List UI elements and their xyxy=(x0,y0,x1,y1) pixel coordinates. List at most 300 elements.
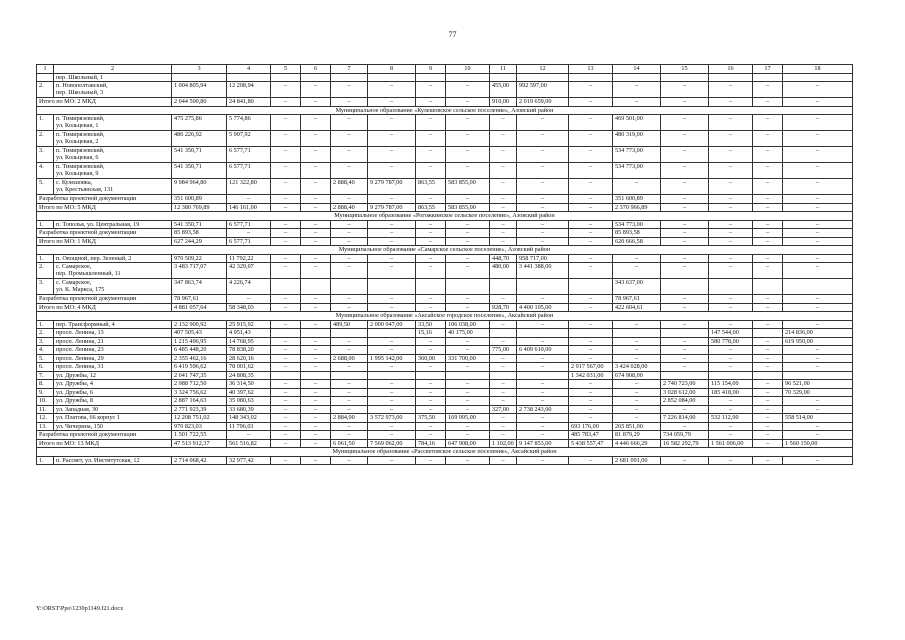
address-cell: п. Новополтавский, пер. Школьный, 3 xyxy=(54,82,172,98)
value-cell: – xyxy=(569,456,613,465)
document-path-footer: Y:\ORST\Ppo\1230p1149.f21.docx xyxy=(36,605,124,612)
value-cell: – xyxy=(331,263,368,279)
total-row-value: – xyxy=(368,431,416,440)
total-row-value: – xyxy=(709,229,753,238)
address-cell: п. Тимирязевский, ул. Кольцевая, 2 xyxy=(54,131,172,147)
total-row-value: – xyxy=(331,303,368,312)
total-row-label: Итого по МО: 1 МКД xyxy=(37,237,172,246)
total-row-value: – xyxy=(446,98,490,107)
value-cell: 486 226,92 xyxy=(172,131,227,147)
total-row-value: – xyxy=(301,303,331,312)
row-number-cell: 3. xyxy=(37,279,54,295)
column-number-cell: 13 xyxy=(569,65,613,74)
total-row-value: – xyxy=(301,229,331,238)
value-cell xyxy=(613,73,661,82)
total-row-value: – xyxy=(753,439,783,448)
value-cell: – xyxy=(416,220,446,229)
total-row-value: – xyxy=(301,295,331,304)
total-row-value: – xyxy=(271,98,301,107)
value-cell: – xyxy=(753,82,783,98)
column-number-cell: 4 xyxy=(227,65,271,74)
value-cell: – xyxy=(301,405,331,414)
total-row-value: – xyxy=(416,98,446,107)
value-cell xyxy=(490,329,517,338)
value-cell xyxy=(613,329,661,338)
total-row-label: Итого по МО: 5 МКД xyxy=(37,203,172,212)
total-row-value: 85 893,58 xyxy=(172,229,227,238)
value-cell: – xyxy=(783,456,853,465)
total-row-value: – xyxy=(368,98,416,107)
value-cell: – xyxy=(709,131,753,147)
total-row-value: 2 888,40 xyxy=(331,203,368,212)
total-row-value: – xyxy=(227,295,271,304)
value-cell: – xyxy=(709,263,753,279)
total-row-value: 1 561 006,00 xyxy=(709,439,753,448)
value-cell: – xyxy=(368,220,416,229)
total-row-value: – xyxy=(446,229,490,238)
value-cell: – xyxy=(331,163,368,179)
total-row-value: – xyxy=(271,195,301,204)
value-cell: – xyxy=(753,131,783,147)
value-cell: 2 738 243,00 xyxy=(517,405,569,414)
table-row xyxy=(37,397,853,406)
value-cell: – xyxy=(271,82,301,98)
value-cell: – xyxy=(416,422,446,431)
total-row-value: – xyxy=(331,295,368,304)
value-cell: – xyxy=(517,320,569,329)
total-row-value: 1 560 150,00 xyxy=(783,439,853,448)
value-cell: 958 717,00 xyxy=(517,254,569,263)
value-cell: 121 322,80 xyxy=(227,179,271,195)
total-row-value: – xyxy=(301,439,331,448)
total-row xyxy=(37,295,853,304)
value-cell: 343 637,00 xyxy=(613,279,661,295)
total-row-value: – xyxy=(517,195,569,204)
value-cell xyxy=(446,279,490,295)
municipality-section-row xyxy=(37,212,853,221)
value-cell: – xyxy=(271,363,301,372)
value-cell xyxy=(753,329,783,338)
value-cell: – xyxy=(517,422,569,431)
value-cell: 115 154,00 xyxy=(709,380,753,389)
value-cell: 2 884,00 xyxy=(331,414,368,423)
row-number-cell: 4. xyxy=(37,163,54,179)
value-cell: – xyxy=(331,346,368,355)
value-cell: 6 485 448,20 xyxy=(172,346,227,355)
value-cell: – xyxy=(709,422,753,431)
value-cell xyxy=(416,73,446,82)
value-cell xyxy=(301,73,331,82)
value-cell: 2 740 723,00 xyxy=(661,380,709,389)
value-cell: – xyxy=(368,422,416,431)
column-number-cell: 3 xyxy=(172,65,227,74)
value-cell: 580 778,00 xyxy=(709,337,753,346)
value-cell: – xyxy=(301,320,331,329)
value-cell: – xyxy=(783,163,853,179)
table-row xyxy=(37,354,853,363)
value-cell: – xyxy=(569,320,613,329)
value-cell: 480 319,00 xyxy=(613,131,661,147)
total-row-value: – xyxy=(271,295,301,304)
value-cell: 2 887 164,63 xyxy=(172,397,227,406)
table-row xyxy=(37,329,853,338)
value-cell: – xyxy=(661,254,709,263)
total-row-value: – xyxy=(517,237,569,246)
value-cell xyxy=(271,329,301,338)
total-row-value: 422 604,61 xyxy=(613,303,661,312)
municipality-section-row xyxy=(37,312,853,321)
value-cell xyxy=(753,73,783,82)
value-cell: – xyxy=(301,263,331,279)
value-cell: – xyxy=(301,422,331,431)
value-cell: – xyxy=(661,263,709,279)
value-cell: 534 773,00 xyxy=(613,220,661,229)
value-cell xyxy=(661,279,709,295)
total-row-value: – xyxy=(331,98,368,107)
total-row-value: – xyxy=(271,237,301,246)
value-cell: 12 208 751,02 xyxy=(172,414,227,423)
total-row-value: 1 102,00 xyxy=(490,439,517,448)
address-cell: ул. Дружбы, 4 xyxy=(54,380,172,389)
value-cell: – xyxy=(446,115,490,131)
value-cell: – xyxy=(416,115,446,131)
table-row xyxy=(37,220,853,229)
value-cell: – xyxy=(271,346,301,355)
value-cell: – xyxy=(569,179,613,195)
total-row xyxy=(37,439,853,448)
value-cell: – xyxy=(490,388,517,397)
value-cell: – xyxy=(569,115,613,131)
value-cell: – xyxy=(368,346,416,355)
value-cell: 185 418,00 xyxy=(709,388,753,397)
value-cell: 40 397,62 xyxy=(227,388,271,397)
total-row-value: – xyxy=(783,229,853,238)
value-cell: – xyxy=(446,263,490,279)
total-row-value: 6 577,71 xyxy=(227,237,271,246)
value-cell: 455,00 xyxy=(490,82,517,98)
total-row-value: – xyxy=(783,203,853,212)
value-cell: – xyxy=(301,254,331,263)
total-row-label: Разработка проектной документации xyxy=(37,295,172,304)
total-row-value: – xyxy=(569,98,613,107)
value-cell xyxy=(271,371,301,380)
total-row-value: 78 967,61 xyxy=(613,295,661,304)
value-cell: – xyxy=(709,346,753,355)
value-cell: – xyxy=(569,346,613,355)
value-cell: 2 917 567,00 xyxy=(569,363,613,372)
value-cell xyxy=(227,73,271,82)
municipality-section-title: Муниципальное образование «Рогожкинское сельское поселение», Азовский район xyxy=(37,212,853,221)
total-row-value: 620 666,58 xyxy=(613,237,661,246)
value-cell: – xyxy=(490,397,517,406)
value-cell: – xyxy=(271,397,301,406)
value-cell: – xyxy=(416,254,446,263)
total-row-value: – xyxy=(446,295,490,304)
total-row-value: – xyxy=(661,98,709,107)
value-cell: – xyxy=(331,147,368,163)
value-cell: 78 838,20 xyxy=(227,346,271,355)
value-cell: – xyxy=(517,337,569,346)
value-cell: – xyxy=(753,115,783,131)
address-cell: просп. Ленина, 13 xyxy=(54,329,172,338)
value-cell: – xyxy=(517,456,569,465)
value-cell: – xyxy=(709,254,753,263)
table-row xyxy=(37,147,853,163)
total-row-value: – xyxy=(661,203,709,212)
value-cell: – xyxy=(416,363,446,372)
total-row-value: – xyxy=(227,229,271,238)
value-cell: 96 521,00 xyxy=(783,380,853,389)
value-cell: – xyxy=(613,82,661,98)
value-cell: – xyxy=(416,380,446,389)
value-cell: – xyxy=(783,131,853,147)
value-cell: – xyxy=(446,346,490,355)
total-row-value: – xyxy=(753,203,783,212)
value-cell: 2 714 068,42 xyxy=(172,456,227,465)
total-row-value: – xyxy=(490,203,517,212)
value-cell: – xyxy=(446,388,490,397)
total-row-value: – xyxy=(709,195,753,204)
total-row-value: – xyxy=(661,295,709,304)
value-cell: – xyxy=(416,346,446,355)
value-cell: – xyxy=(271,422,301,431)
value-cell: 35 080,63 xyxy=(227,397,271,406)
total-row-value: 47 513 912,37 xyxy=(172,439,227,448)
value-cell: – xyxy=(709,147,753,163)
total-row-label: Разработка проектной документации xyxy=(37,431,172,440)
total-row-value: – xyxy=(613,98,661,107)
value-cell: – xyxy=(301,456,331,465)
value-cell: 33 680,39 xyxy=(227,405,271,414)
total-row-value: – xyxy=(490,237,517,246)
value-cell: – xyxy=(416,456,446,465)
address-cell: просп. Ленина, 21 xyxy=(54,337,172,346)
value-cell: – xyxy=(661,363,709,372)
column-number-cell: 1 xyxy=(37,65,54,74)
total-row-value: – xyxy=(446,237,490,246)
value-cell: – xyxy=(446,422,490,431)
value-cell: – xyxy=(661,220,709,229)
address-cell: п. Тимирязевский, ул. Кольцевая, 6 xyxy=(54,147,172,163)
address-cell: п. Овощной, пер. Зеленый, 2 xyxy=(54,254,172,263)
value-cell: 2 688,00 xyxy=(331,354,368,363)
total-row-value: – xyxy=(569,237,613,246)
value-cell: – xyxy=(753,414,783,423)
value-cell: – xyxy=(569,254,613,263)
value-cell: 4 951,43 xyxy=(227,329,271,338)
municipality-section-title: Муниципальное образование «Самарское сельское поселение», Азовский район xyxy=(37,246,853,255)
value-cell xyxy=(490,73,517,82)
value-cell: – xyxy=(517,163,569,179)
total-row-value: 627 244,29 xyxy=(172,237,227,246)
value-cell: 214 836,00 xyxy=(783,329,853,338)
value-cell xyxy=(301,329,331,338)
total-row-value: – xyxy=(783,431,853,440)
row-number-cell: 11. xyxy=(37,405,54,414)
value-cell: – xyxy=(271,179,301,195)
value-cell: – xyxy=(661,320,709,329)
value-cell: – xyxy=(783,405,853,414)
value-cell: 534 773,00 xyxy=(613,163,661,179)
value-cell: – xyxy=(368,82,416,98)
value-cell xyxy=(446,73,490,82)
value-cell: 2 132 900,92 xyxy=(172,320,227,329)
value-cell: 3 324 756,62 xyxy=(172,388,227,397)
value-cell: – xyxy=(331,388,368,397)
value-cell: – xyxy=(368,337,416,346)
total-row-value: – xyxy=(783,295,853,304)
address-cell: п. Тимирязевский, ул. Кольцевая, 1 xyxy=(54,115,172,131)
total-row xyxy=(37,431,853,440)
total-row-value: – xyxy=(709,237,753,246)
value-cell: 469 501,00 xyxy=(613,115,661,131)
total-row-value: – xyxy=(709,295,753,304)
table-row xyxy=(37,405,853,414)
total-row-value: – xyxy=(331,237,368,246)
row-number-cell: 12. xyxy=(37,414,54,423)
total-row xyxy=(37,303,853,312)
total-row-value: – xyxy=(753,303,783,312)
total-row-value: 4 446 666,29 xyxy=(613,439,661,448)
value-cell xyxy=(661,329,709,338)
column-number-cell: 11 xyxy=(490,65,517,74)
value-cell: – xyxy=(368,131,416,147)
value-cell: – xyxy=(783,422,853,431)
value-cell: – xyxy=(569,337,613,346)
value-cell: – xyxy=(416,131,446,147)
address-cell: с. Самарское, пер. Промышленный, 11 xyxy=(54,263,172,279)
value-cell xyxy=(416,279,446,295)
value-cell: – xyxy=(753,397,783,406)
value-cell: – xyxy=(569,263,613,279)
value-cell: – xyxy=(490,456,517,465)
value-cell: – xyxy=(368,388,416,397)
value-cell: – xyxy=(331,405,368,414)
total-row-value: 784,16 xyxy=(416,439,446,448)
value-cell xyxy=(331,73,368,82)
total-row xyxy=(37,203,853,212)
total-row-value: – xyxy=(368,295,416,304)
value-cell: – xyxy=(613,337,661,346)
value-cell: – xyxy=(301,115,331,131)
address-cell: ул. Платова, 66 корпус 1 xyxy=(54,414,172,423)
value-cell: – xyxy=(661,405,709,414)
value-cell: – xyxy=(569,414,613,423)
value-cell xyxy=(709,371,753,380)
value-cell: – xyxy=(661,422,709,431)
total-row-value: – xyxy=(416,195,446,204)
value-cell xyxy=(753,279,783,295)
total-row-value: – xyxy=(517,295,569,304)
table-row xyxy=(37,320,853,329)
value-cell: – xyxy=(783,179,853,195)
value-cell xyxy=(517,279,569,295)
value-cell: – xyxy=(783,354,853,363)
total-row-value: – xyxy=(301,203,331,212)
value-cell: 489,50 xyxy=(331,320,368,329)
value-cell: – xyxy=(569,220,613,229)
value-cell: – xyxy=(613,354,661,363)
value-cell: 28 620,16 xyxy=(227,354,271,363)
value-cell: – xyxy=(783,346,853,355)
municipality-section-title: Муниципальное образование «Рассветовское сельское поселение», Аксайский район xyxy=(37,448,853,457)
value-cell: – xyxy=(368,163,416,179)
total-row-value: – xyxy=(709,98,753,107)
total-row-value: – xyxy=(331,431,368,440)
address-cell: просп. Ленина, 29 xyxy=(54,354,172,363)
value-cell: 3 424 028,00 xyxy=(613,363,661,372)
value-cell: – xyxy=(490,337,517,346)
total-row-value: – xyxy=(753,98,783,107)
value-cell: 9 279 787,00 xyxy=(368,179,416,195)
value-cell: – xyxy=(753,220,783,229)
table-row xyxy=(37,73,853,82)
row-number-cell: 5. xyxy=(37,179,54,195)
value-cell: 7 226 814,00 xyxy=(661,414,709,423)
value-cell: 3 028 612,00 xyxy=(661,388,709,397)
municipality-section-title: Муниципальное образование «Кулешовское сельское поселение», Азовский район xyxy=(37,106,853,115)
value-cell xyxy=(517,73,569,82)
total-row-value: – xyxy=(331,195,368,204)
value-cell: – xyxy=(783,82,853,98)
value-cell: – xyxy=(271,337,301,346)
value-cell: 2 888,40 xyxy=(331,179,368,195)
value-cell: – xyxy=(416,388,446,397)
value-cell: 1 995 142,00 xyxy=(368,354,416,363)
value-cell: – xyxy=(753,354,783,363)
value-cell: – xyxy=(271,263,301,279)
value-cell xyxy=(368,73,416,82)
table-row xyxy=(37,388,853,397)
value-cell: – xyxy=(331,337,368,346)
total-row-value: – xyxy=(753,431,783,440)
total-row-value: 928,70 xyxy=(490,303,517,312)
total-row-value: 351 600,89 xyxy=(613,195,661,204)
total-row-value: – xyxy=(271,229,301,238)
total-row-value: – xyxy=(368,229,416,238)
total-row-value: – xyxy=(490,431,517,440)
value-cell xyxy=(569,73,613,82)
value-cell: – xyxy=(569,397,613,406)
value-cell: – xyxy=(709,363,753,372)
value-cell: – xyxy=(331,220,368,229)
value-cell: 42 329,07 xyxy=(227,263,271,279)
value-cell xyxy=(517,371,569,380)
total-row-value: – xyxy=(490,295,517,304)
value-cell: – xyxy=(331,82,368,98)
value-cell: 534 773,00 xyxy=(613,147,661,163)
total-row-value: – xyxy=(517,229,569,238)
value-cell: – xyxy=(331,456,368,465)
column-number-cell: 7 xyxy=(331,65,368,74)
address-cell: пер. Школьный, 1 xyxy=(54,73,172,82)
total-row-value: – xyxy=(709,431,753,440)
value-cell: – xyxy=(271,131,301,147)
value-cell: 12 208,94 xyxy=(227,82,271,98)
total-row-label: Итого по МО: 2 МКД xyxy=(37,98,172,107)
value-cell: – xyxy=(490,414,517,423)
total-row-value: – xyxy=(753,229,783,238)
value-cell: 2 852 084,00 xyxy=(661,397,709,406)
total-row-label: Итого по МО: 13 МКД xyxy=(37,439,172,448)
value-cell: 347 863,74 xyxy=(172,279,227,295)
value-cell: 3 483 717,07 xyxy=(172,263,227,279)
value-cell: – xyxy=(490,220,517,229)
total-row-label: Разработка проектной документации xyxy=(37,229,172,238)
value-cell: – xyxy=(709,82,753,98)
row-number-cell: 5. xyxy=(37,354,54,363)
address-cell: с. Самарское, ул. К. Маркса, 175 xyxy=(54,279,172,295)
